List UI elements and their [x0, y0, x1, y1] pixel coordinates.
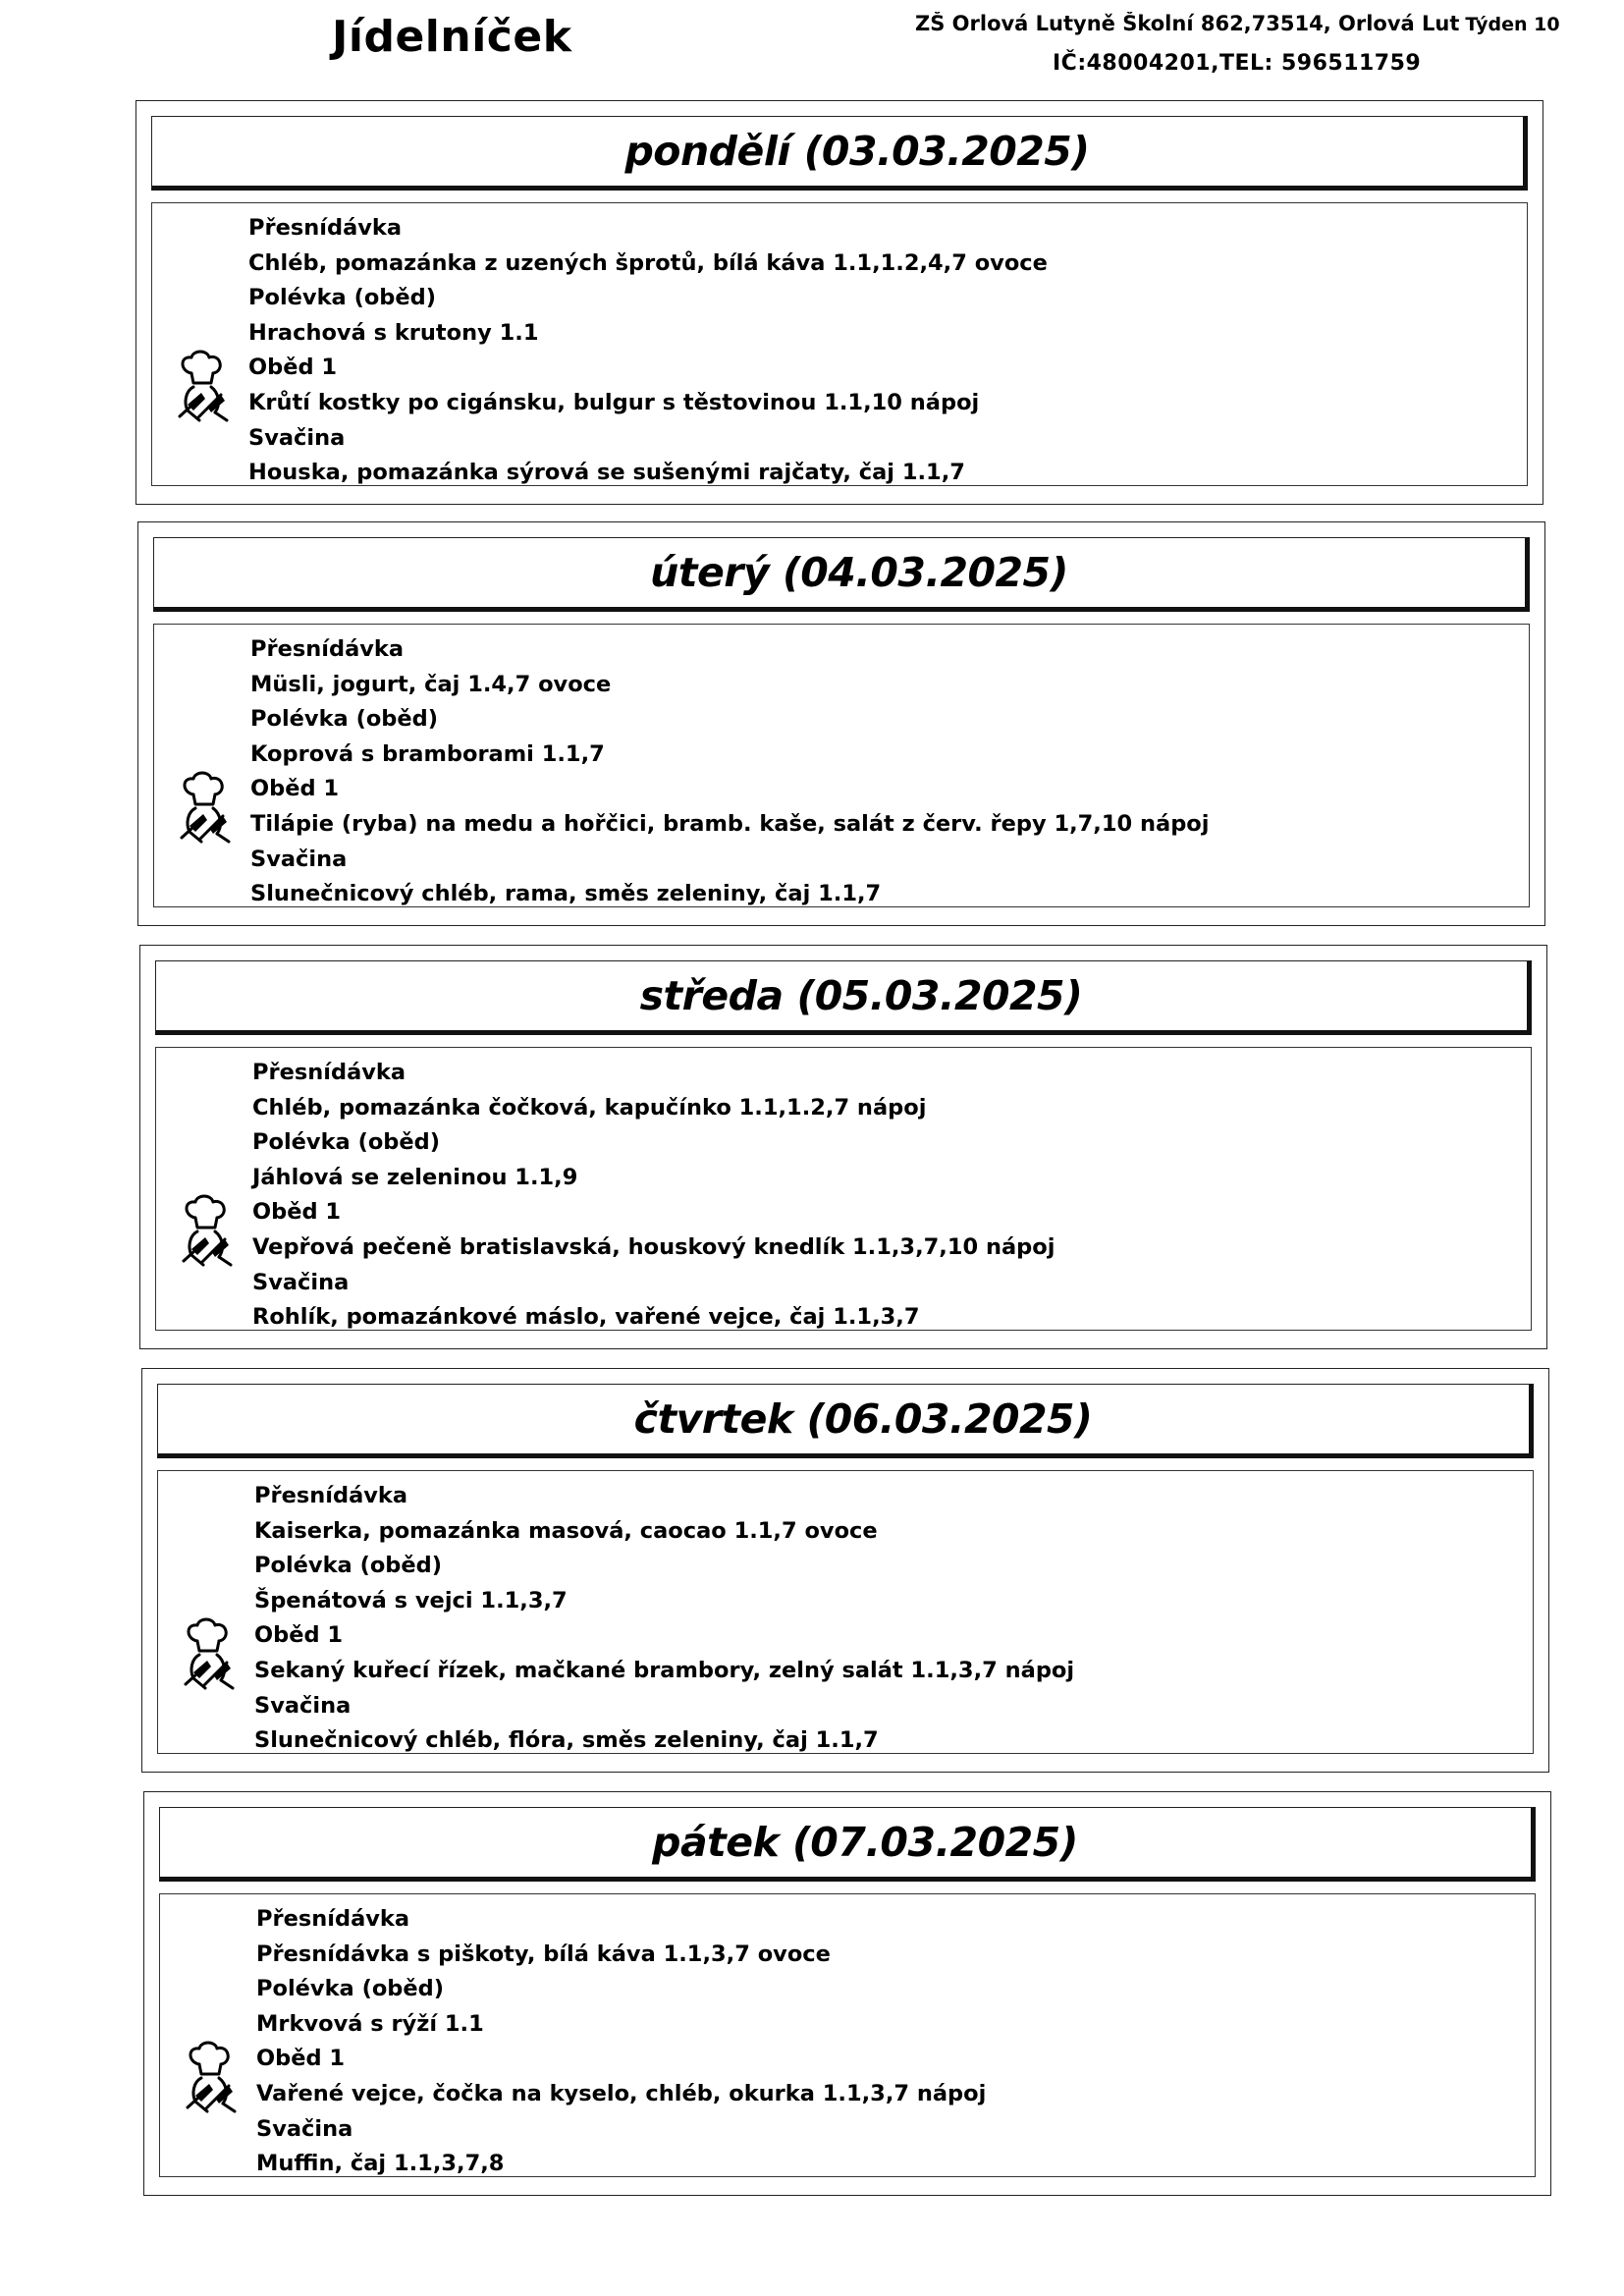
- menu-lines: [252, 1056, 1055, 1336]
- meal-item: Chléb, pomazánka čočková, kapučínko 1.1,1.2,7 nápoj: [252, 1094, 927, 1121]
- menu-lines: [254, 1479, 1074, 1759]
- meal-heading-lunch: Oběd 1: [256, 2046, 346, 2072]
- day-menu: [155, 1047, 1532, 1331]
- meal-item: Slunečnicový chléb, rama, směs zeleniny, čaj 1.1,7: [250, 881, 882, 907]
- meal-item: Špenátová s vejci 1.1,3,7: [254, 1587, 568, 1613]
- meal-item: Mrkvová s rýží 1.1: [256, 2010, 484, 2037]
- day-menu: [151, 202, 1528, 486]
- meal-heading-afternoon-snack: Svačina: [252, 1269, 350, 1295]
- meal-item: Tilápie (ryba) na medu a hořčici, bramb. kaše, salát z červ. řepy 1,7,10 nápoj: [250, 810, 1210, 837]
- meal-item: Chléb, pomazánka z uzených šprotů, bílá káva 1.1,1.2,4,7 ovoce: [248, 249, 1048, 276]
- day-title: úterý (04.03.2025): [650, 549, 1068, 596]
- chef-icon: [172, 348, 235, 424]
- meal-heading-afternoon-snack: Svačina: [256, 2115, 353, 2142]
- meal-heading-lunch: Oběd 1: [248, 355, 338, 381]
- meal-heading-snack: Přesnídávka: [254, 1483, 408, 1508]
- meal-heading-snack: Přesnídávka: [248, 215, 403, 241]
- meal-heading-soup: Polévka (oběd): [250, 706, 439, 733]
- day-title: středa (05.03.2025): [639, 972, 1083, 1019]
- day-title: pátek (07.03.2025): [652, 1819, 1078, 1866]
- school-address: [915, 12, 1624, 35]
- meal-item: Jáhlová se zeleninou 1.1,9: [252, 1164, 578, 1190]
- day-section-friday: [143, 1791, 1551, 2196]
- meal-heading-snack: Přesnídávka: [256, 1906, 410, 1932]
- meal-heading-afternoon-snack: Svačina: [254, 1692, 352, 1719]
- meal-heading-soup: Polévka (oběd): [256, 1976, 445, 2002]
- school-contact: IČ:48004201,TEL: 596511759: [1053, 51, 1422, 76]
- day-menu: [153, 624, 1530, 907]
- week-label: Týden 10: [1465, 14, 1560, 35]
- meal-heading-lunch: Oběd 1: [252, 1199, 342, 1226]
- day-title: pondělí (03.03.2025): [624, 128, 1090, 175]
- meal-item: Muffin, čaj 1.1,3,7,8: [256, 2151, 505, 2177]
- day-title-box: [151, 116, 1528, 191]
- day-title-box: [159, 1807, 1536, 1882]
- day-menu: [159, 1893, 1536, 2177]
- day-section-monday: [135, 100, 1543, 505]
- page-title: Jídelníček: [332, 12, 572, 62]
- meal-heading-snack: Přesnídávka: [252, 1060, 406, 1085]
- meal-heading-lunch: Oběd 1: [250, 776, 340, 802]
- day-section-wednesday: [139, 945, 1547, 1349]
- chef-icon: [174, 769, 237, 846]
- meal-heading-lunch: Oběd 1: [254, 1622, 344, 1649]
- meal-item: Slunečnicový chléb, flóra, směs zeleniny, čaj 1.1,7: [254, 1727, 879, 1754]
- day-section-thursday: [141, 1368, 1549, 1773]
- meal-item: Přesnídávka s piškoty, bílá káva 1.1,3,7 ovoce: [256, 1941, 831, 1967]
- menu-lines: [256, 1902, 986, 2182]
- meal-item: Krůtí kostky po cigánsku, bulgur s těstovinou 1.1,10 nápoj: [248, 389, 980, 415]
- chef-icon: [176, 1192, 239, 1269]
- meal-item: Kaiserka, pomazánka masová, caocao 1.1,7 ovoce: [254, 1517, 878, 1544]
- meal-item: Sekaný kuřecí řízek, mačkané brambory, zelný salát 1.1,3,7 nápoj: [254, 1657, 1075, 1683]
- meal-item: Hrachová s krutony 1.1: [248, 319, 539, 346]
- menu-lines: [250, 632, 1209, 912]
- day-section-tuesday: [137, 521, 1545, 926]
- meal-heading-afternoon-snack: Svačina: [248, 424, 346, 451]
- chef-icon: [178, 1615, 241, 1692]
- day-title-box: [153, 537, 1530, 612]
- menu-lines: [248, 211, 1048, 491]
- meal-item: Müsli, jogurt, čaj 1.4,7 ovoce: [250, 671, 612, 697]
- day-title: čtvrtek (06.03.2025): [633, 1395, 1093, 1443]
- meal-heading-snack: Přesnídávka: [250, 636, 405, 662]
- chef-icon: [180, 2039, 243, 2115]
- meal-heading-soup: Polévka (oběd): [252, 1129, 441, 1156]
- meal-item: Vařené vejce, čočka na kyselo, chléb, okurka 1.1,3,7 nápoj: [256, 2080, 987, 2106]
- day-title-box: [155, 960, 1532, 1035]
- meal-item: Houska, pomazánka sýrová se sušenými rajčaty, čaj 1.1,7: [248, 460, 965, 486]
- meal-item: Koprová s bramborami 1.1,7: [250, 740, 605, 767]
- day-menu: [157, 1470, 1534, 1754]
- meal-heading-soup: Polévka (oběd): [248, 285, 437, 311]
- day-title-box: [157, 1384, 1534, 1458]
- meal-heading-afternoon-snack: Svačina: [250, 846, 348, 872]
- meal-item: Rohlík, pomazánkové máslo, vařené vejce, čaj 1.1,3,7: [252, 1304, 920, 1331]
- meal-heading-soup: Polévka (oběd): [254, 1553, 443, 1579]
- meal-item: Vepřová pečeně bratislavská, houskový knedlík 1.1,3,7,10 nápoj: [252, 1233, 1056, 1260]
- school-name: ZŠ Orlová Lutyně Školní 862,73514, Orlová Lut: [915, 12, 1460, 35]
